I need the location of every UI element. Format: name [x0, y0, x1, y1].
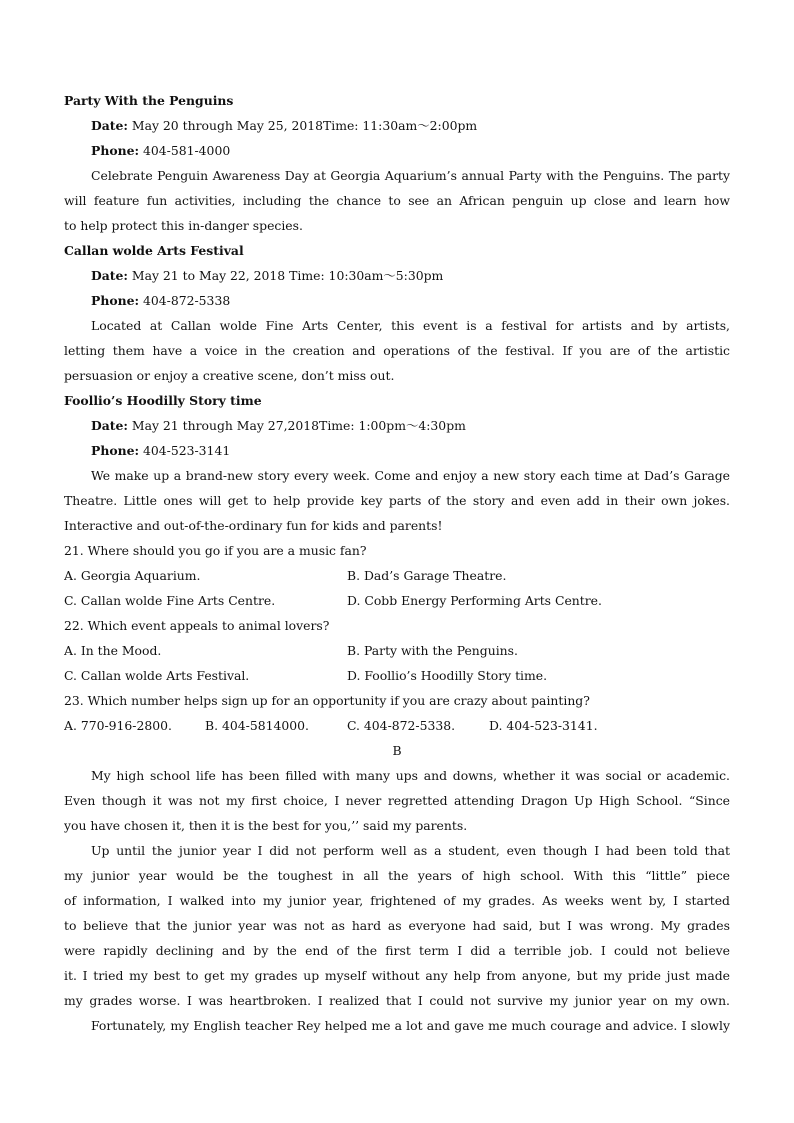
- phone-label: Phone:: [91, 443, 140, 458]
- passage-line: My high school life has been filled with many ups and downs, whether it was social or academic.: [91, 768, 730, 783]
- option-row: [64, 713, 730, 738]
- event-phone: [64, 438, 730, 463]
- option: D. Foollio’s Hoodilly Story time.: [347, 668, 548, 683]
- option: C. Callan wolde Fine Arts Centre.: [64, 593, 276, 608]
- event-description-line: Located at Callan wolde Fine Arts Center, this event is a festival for artists and by artists,: [91, 318, 730, 333]
- event-description-line: persuasion or enjoy a creative scene, don’t miss out.: [64, 368, 395, 383]
- date-text: May 21 to May 22, 2018 Time: 10:30am〜5:30pm: [127, 268, 444, 283]
- passage-line: of information, I walked into my junior year, frightened of my grades. As weeks went by, I started: [64, 893, 730, 908]
- passage-line: were rapidly declining and by the end of the first term I did a terrible job. I could not believe: [64, 943, 730, 958]
- option: B. Dad’s Garage Theatre.: [347, 568, 507, 583]
- section-heading: B: [392, 743, 402, 758]
- option-row: [64, 663, 730, 688]
- phone-text: 404-581-4000: [139, 143, 231, 158]
- option: A. Georgia Aquarium.: [64, 568, 201, 583]
- event-title: Foollio’s Hoodilly Story time: [64, 393, 262, 408]
- phone-text: 404-872-5338: [139, 293, 231, 308]
- passage-line: Even though it was not my first choice, I never regretted attending Dragon Up High School. “Since: [64, 793, 730, 808]
- passage-line: you have chosen it, then it is the best for you,’’ said my parents.: [64, 818, 468, 833]
- date-text: May 21 through May 27,2018Time: 1:00pm〜4:30pm: [127, 418, 466, 433]
- passage-line: it. I tried my best to get my grades up myself without any help from anyone, but my pride just made: [64, 968, 730, 983]
- event-description-line: letting them have a voice in the creation and operations of the festival. If you are of the artistic: [64, 343, 730, 358]
- option-row: [64, 563, 730, 588]
- phone-label: Phone:: [91, 293, 140, 308]
- passage-line: Up until the junior year I did not perform well as a student, even though I had been told that: [91, 843, 730, 858]
- event-title: Party With the Penguins: [64, 93, 234, 108]
- option: D. 404-523-3141.: [489, 718, 598, 733]
- option: C. 404-872-5338.: [347, 718, 456, 733]
- passage-line: to believe that the junior year was not as hard as everyone had said, but I was wrong. My grades: [64, 918, 730, 933]
- event-phone: [64, 138, 730, 163]
- option: A. In the Mood.: [64, 643, 162, 658]
- option: B. Party with the Penguins.: [347, 643, 518, 658]
- option: A. 770-916-2800.: [64, 718, 172, 733]
- event-title: Callan wolde Arts Festival: [64, 243, 244, 258]
- date-label: Date:: [91, 118, 128, 133]
- event-phone: [64, 288, 730, 313]
- passage-line: Fortunately, my English teacher Rey helped me a lot and gave me much courage and advice. I slowly: [91, 1018, 730, 1033]
- event-description-line: Interactive and out-of-the-ordinary fun for kids and parents!: [64, 518, 443, 533]
- document-page: [64, 88, 730, 1038]
- event-description-line: Celebrate Penguin Awareness Day at Georgia Aquarium’s annual Party with the Penguins. The party: [91, 168, 730, 183]
- option-row: [64, 638, 730, 663]
- event-date: [64, 263, 730, 288]
- phone-text: 404-523-3141: [139, 443, 231, 458]
- date-text: May 20 through May 25, 2018Time: 11:30am〜2:00pm: [127, 118, 478, 133]
- passage-line: my junior year would be the toughest in all the years of high school. With this “little” piece: [64, 868, 730, 883]
- event-description-line: We make up a brand-new story every week. Come and enjoy a new story each time at Dad’s Garage: [91, 468, 730, 483]
- event-date: [64, 413, 730, 438]
- date-label: Date:: [91, 268, 128, 283]
- phone-label: Phone:: [91, 143, 140, 158]
- passage-line: my grades worse. I was heartbroken. I realized that I could not survive my junior year on my own.: [64, 993, 730, 1008]
- event-date: [64, 113, 730, 138]
- option-row: [64, 588, 730, 613]
- option: C. Callan wolde Arts Festival.: [64, 668, 250, 683]
- event-description-line: Theatre. Little ones will get to help provide key parts of the story and even add in their own jokes.: [64, 493, 730, 508]
- option: D. Cobb Energy Performing Arts Centre.: [347, 593, 602, 608]
- event-description-line: to help protect this in-danger species.: [64, 218, 303, 233]
- question-stem: 22. Which event appeals to animal lovers?: [64, 618, 330, 633]
- question-stem: 23. Which number helps sign up for an opportunity if you are crazy about painting?: [64, 693, 590, 708]
- question-stem: 21. Where should you go if you are a music fan?: [64, 543, 367, 558]
- date-label: Date:: [91, 418, 128, 433]
- event-description-line: will feature fun activities, including the chance to see an African penguin up close and learn how: [64, 193, 730, 208]
- option: B. 404-5814000.: [205, 718, 309, 733]
